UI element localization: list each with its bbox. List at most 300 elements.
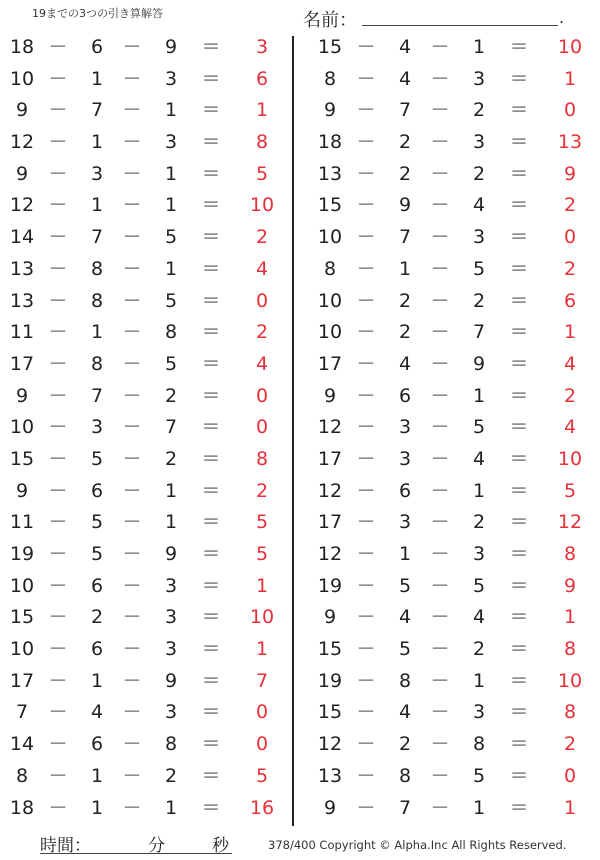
third-number: 5 [472, 574, 486, 597]
first-number: 9 [15, 384, 29, 407]
second-number: 2 [398, 321, 412, 344]
first-number: 8 [323, 67, 337, 90]
minus-sign: － [48, 257, 68, 280]
second-number: 7 [398, 99, 412, 122]
minus-sign: － [48, 479, 68, 502]
second-number: 4 [398, 606, 412, 629]
minus-sign: － [430, 257, 450, 280]
minus-sign: － [356, 574, 376, 597]
minus-sign: － [48, 352, 68, 375]
second-number: 5 [90, 543, 104, 565]
second-number: 4 [90, 701, 104, 724]
minus-sign: － [48, 289, 68, 312]
minus-sign: － [356, 162, 376, 185]
equals-sign: ＝ [509, 67, 529, 90]
minus-sign: － [122, 289, 142, 312]
second-number: 8 [398, 669, 412, 692]
third-number: 5 [164, 352, 178, 375]
first-number: 11 [9, 511, 35, 534]
answer: 4 [563, 416, 577, 439]
first-number: 15 [317, 638, 343, 661]
minus-sign: － [356, 289, 376, 312]
equals-sign: ＝ [509, 321, 529, 344]
first-number: 10 [9, 416, 35, 439]
first-number: 15 [317, 36, 343, 58]
second-number: 1 [90, 131, 104, 154]
answer: 1 [563, 606, 577, 629]
second-number: 7 [90, 384, 104, 407]
equals-sign: ＝ [509, 194, 529, 217]
second-number: 9 [398, 194, 412, 217]
minus-sign: － [430, 289, 450, 312]
answer: 10 [557, 447, 583, 470]
minus-sign: － [356, 638, 376, 661]
minus-sign: － [48, 543, 68, 565]
answer: 13 [557, 131, 583, 154]
name-field-line [362, 25, 558, 26]
minus-sign: － [430, 606, 450, 629]
equals-sign: ＝ [201, 194, 221, 217]
minus-sign: － [356, 543, 376, 565]
equals-sign: ＝ [201, 67, 221, 90]
second-number: 6 [90, 638, 104, 661]
second-number: 2 [398, 162, 412, 185]
answer: 4 [563, 352, 577, 375]
third-number: 1 [164, 257, 178, 280]
third-number: 5 [164, 289, 178, 312]
minus-sign: － [430, 796, 450, 819]
equals-sign: ＝ [201, 321, 221, 344]
equals-sign: ＝ [509, 606, 529, 629]
third-number: 1 [472, 384, 486, 407]
minus-sign: － [122, 226, 142, 249]
minus-sign: － [122, 384, 142, 407]
third-number: 4 [472, 194, 486, 217]
answer: 2 [563, 194, 577, 217]
equals-sign: ＝ [201, 796, 221, 819]
equals-sign: ＝ [509, 99, 529, 122]
minus-sign: － [48, 321, 68, 344]
answer: 9 [563, 162, 577, 185]
equals-sign: ＝ [201, 36, 221, 58]
first-number: 9 [15, 479, 29, 502]
second-number: 3 [90, 416, 104, 439]
equals-sign: ＝ [509, 289, 529, 312]
name-end-mark: . [559, 8, 565, 27]
second-number: 1 [90, 796, 104, 819]
name-label: 名前： [303, 10, 357, 31]
answer: 3 [255, 36, 269, 58]
second-number: 8 [90, 352, 104, 375]
minus-sign: － [430, 416, 450, 439]
second-number: 7 [398, 226, 412, 249]
minus-sign: － [430, 384, 450, 407]
equals-sign: ＝ [509, 669, 529, 692]
answer: 5 [255, 543, 269, 565]
first-number: 8 [323, 257, 337, 280]
minus-sign: － [122, 796, 142, 819]
second-number: 5 [90, 511, 104, 534]
second-number: 1 [90, 321, 104, 344]
third-number: 5 [164, 226, 178, 249]
answer: 1 [255, 574, 269, 597]
second-number: 1 [90, 194, 104, 217]
equals-sign: ＝ [509, 733, 529, 756]
second-number: 7 [90, 226, 104, 249]
first-number: 17 [317, 447, 343, 470]
third-number: 3 [472, 701, 486, 724]
second-number: 7 [90, 99, 104, 122]
second-number: 8 [90, 289, 104, 312]
first-number: 12 [317, 543, 343, 565]
minus-sign: － [48, 669, 68, 692]
first-number: 9 [323, 99, 337, 122]
second-number: 8 [398, 764, 412, 787]
minutes-label: 分 [148, 836, 165, 856]
answer: 10 [249, 606, 275, 629]
minus-sign: － [356, 701, 376, 724]
minus-sign: － [122, 67, 142, 90]
third-number: 8 [164, 733, 178, 756]
second-number: 2 [90, 606, 104, 629]
equals-sign: ＝ [509, 796, 529, 819]
answer: 0 [255, 416, 269, 439]
minus-sign: － [122, 511, 142, 534]
first-number: 13 [317, 764, 343, 787]
equals-sign: ＝ [201, 543, 221, 565]
minus-sign: － [48, 511, 68, 534]
answer: 2 [255, 479, 269, 502]
third-number: 1 [472, 669, 486, 692]
equals-sign: ＝ [509, 447, 529, 470]
third-number: 1 [164, 99, 178, 122]
third-number: 2 [164, 764, 178, 787]
third-number: 5 [472, 257, 486, 280]
first-number: 19 [317, 669, 343, 692]
minus-sign: － [356, 384, 376, 407]
answer: 1 [563, 321, 577, 344]
answer: 0 [255, 289, 269, 312]
equals-sign: ＝ [201, 352, 221, 375]
third-number: 1 [164, 479, 178, 502]
second-number: 4 [398, 701, 412, 724]
minus-sign: － [356, 194, 376, 217]
equals-sign: ＝ [509, 543, 529, 565]
answer: 6 [563, 289, 577, 312]
minus-sign: － [48, 194, 68, 217]
answer: 8 [563, 701, 577, 724]
first-number: 12 [317, 479, 343, 502]
equals-sign: ＝ [201, 131, 221, 154]
minus-sign: － [430, 669, 450, 692]
first-number: 19 [9, 543, 35, 565]
answer: 0 [255, 701, 269, 724]
third-number: 8 [472, 733, 486, 756]
equals-sign: ＝ [201, 384, 221, 407]
third-number: 3 [472, 67, 486, 90]
equals-sign: ＝ [201, 257, 221, 280]
second-number: 1 [90, 669, 104, 692]
answer: 1 [255, 99, 269, 122]
second-number: 3 [90, 162, 104, 185]
minus-sign: － [48, 796, 68, 819]
minus-sign: － [356, 36, 376, 58]
worksheet-title: 19までの3つの引き算解答 [32, 7, 163, 20]
third-number: 3 [164, 701, 178, 724]
answer: 6 [255, 67, 269, 90]
minus-sign: － [430, 162, 450, 185]
first-number: 18 [9, 36, 35, 58]
first-number: 10 [9, 574, 35, 597]
first-number: 12 [9, 131, 35, 154]
equals-sign: ＝ [509, 257, 529, 280]
answer: 1 [255, 638, 269, 661]
answer: 7 [255, 669, 269, 692]
third-number: 1 [472, 796, 486, 819]
first-number: 10 [317, 289, 343, 312]
second-number: 5 [398, 638, 412, 661]
minus-sign: － [48, 416, 68, 439]
answer: 2 [255, 321, 269, 344]
minus-sign: － [122, 606, 142, 629]
first-number: 12 [9, 194, 35, 217]
equals-sign: ＝ [509, 764, 529, 787]
first-number: 12 [317, 416, 343, 439]
second-number: 6 [398, 384, 412, 407]
second-number: 1 [90, 67, 104, 90]
first-number: 7 [15, 701, 29, 724]
first-number: 17 [9, 352, 35, 375]
third-number: 1 [164, 194, 178, 217]
answer: 5 [255, 162, 269, 185]
first-number: 8 [15, 764, 29, 787]
minus-sign: － [430, 226, 450, 249]
answer: 2 [563, 257, 577, 280]
equals-sign: ＝ [509, 384, 529, 407]
equals-sign: ＝ [509, 479, 529, 502]
minus-sign: － [48, 574, 68, 597]
second-number: 3 [398, 447, 412, 470]
third-number: 1 [472, 36, 486, 58]
minus-sign: － [430, 194, 450, 217]
answer: 8 [255, 447, 269, 470]
answer: 5 [255, 511, 269, 534]
minus-sign: － [48, 99, 68, 122]
minus-sign: － [356, 764, 376, 787]
minus-sign: － [356, 99, 376, 122]
third-number: 7 [164, 416, 178, 439]
first-number: 10 [317, 226, 343, 249]
minus-sign: － [122, 701, 142, 724]
minus-sign: － [356, 479, 376, 502]
minus-sign: － [430, 321, 450, 344]
minus-sign: － [122, 733, 142, 756]
minus-sign: － [356, 257, 376, 280]
answer: 0 [255, 384, 269, 407]
equals-sign: ＝ [201, 574, 221, 597]
answer: 10 [557, 669, 583, 692]
first-number: 13 [9, 289, 35, 312]
equals-sign: ＝ [201, 416, 221, 439]
third-number: 2 [472, 99, 486, 122]
third-number: 2 [472, 511, 486, 534]
minus-sign: － [122, 99, 142, 122]
minus-sign: － [48, 447, 68, 470]
second-number: 3 [398, 511, 412, 534]
minus-sign: － [430, 36, 450, 58]
second-number: 4 [398, 67, 412, 90]
minus-sign: － [48, 606, 68, 629]
first-number: 15 [9, 447, 35, 470]
third-number: 9 [164, 543, 178, 565]
equals-sign: ＝ [509, 36, 529, 58]
minus-sign: － [122, 416, 142, 439]
third-number: 5 [472, 764, 486, 787]
equals-sign: ＝ [201, 447, 221, 470]
third-number: 3 [164, 67, 178, 90]
minus-sign: － [122, 669, 142, 692]
second-number: 8 [90, 257, 104, 280]
second-number: 2 [398, 131, 412, 154]
minus-sign: － [356, 321, 376, 344]
third-number: 3 [164, 606, 178, 629]
second-number: 6 [90, 733, 104, 756]
second-number: 5 [398, 574, 412, 597]
minus-sign: － [48, 638, 68, 661]
third-number: 3 [472, 226, 486, 249]
minus-sign: － [356, 131, 376, 154]
equals-sign: ＝ [201, 638, 221, 661]
time-underline [40, 853, 232, 854]
answer: 2 [255, 226, 269, 249]
minus-sign: － [430, 131, 450, 154]
answer: 4 [255, 352, 269, 375]
first-number: 15 [317, 701, 343, 724]
minus-sign: － [122, 131, 142, 154]
second-number: 3 [398, 416, 412, 439]
answer: 8 [255, 131, 269, 154]
minus-sign: － [430, 543, 450, 565]
minus-sign: － [48, 701, 68, 724]
answer: 8 [563, 638, 577, 661]
minus-sign: － [48, 67, 68, 90]
minus-sign: － [122, 543, 142, 565]
seconds-label: 秒 [212, 836, 229, 856]
minus-sign: － [122, 194, 142, 217]
answer: 12 [557, 511, 583, 534]
minus-sign: － [430, 764, 450, 787]
second-number: 2 [398, 733, 412, 756]
third-number: 1 [164, 162, 178, 185]
second-number: 1 [398, 257, 412, 280]
first-number: 14 [9, 733, 35, 756]
minus-sign: － [356, 226, 376, 249]
first-number: 17 [317, 511, 343, 534]
minus-sign: － [356, 67, 376, 90]
minus-sign: － [356, 669, 376, 692]
first-number: 9 [15, 162, 29, 185]
first-number: 9 [15, 99, 29, 122]
second-number: 6 [90, 574, 104, 597]
third-number: 3 [164, 131, 178, 154]
answer: 0 [563, 226, 577, 249]
first-number: 9 [323, 606, 337, 629]
minus-sign: － [356, 733, 376, 756]
minus-sign: － [430, 447, 450, 470]
third-number: 5 [472, 416, 486, 439]
second-number: 6 [90, 479, 104, 502]
minus-sign: － [122, 638, 142, 661]
first-number: 12 [317, 733, 343, 756]
minus-sign: － [122, 764, 142, 787]
third-number: 2 [164, 384, 178, 407]
third-number: 3 [472, 131, 486, 154]
minus-sign: － [430, 701, 450, 724]
third-number: 3 [164, 574, 178, 597]
answer: 5 [255, 764, 269, 787]
first-number: 15 [9, 606, 35, 629]
minus-sign: － [122, 36, 142, 58]
second-number: 1 [398, 543, 412, 565]
second-number: 7 [398, 796, 412, 819]
first-number: 11 [9, 321, 35, 344]
first-number: 19 [317, 574, 343, 597]
first-number: 17 [317, 352, 343, 375]
answer: 0 [563, 764, 577, 787]
minus-sign: － [356, 606, 376, 629]
third-number: 4 [472, 447, 486, 470]
minus-sign: － [430, 67, 450, 90]
first-number: 14 [9, 226, 35, 249]
equals-sign: ＝ [201, 289, 221, 312]
answer: 0 [563, 99, 577, 122]
second-number: 1 [90, 764, 104, 787]
equals-sign: ＝ [201, 162, 221, 185]
second-number: 6 [398, 479, 412, 502]
equals-sign: ＝ [509, 638, 529, 661]
minus-sign: － [356, 352, 376, 375]
first-number: 10 [9, 67, 35, 90]
equals-sign: ＝ [201, 701, 221, 724]
third-number: 7 [472, 321, 486, 344]
third-number: 9 [164, 669, 178, 692]
third-number: 8 [164, 321, 178, 344]
third-number: 2 [472, 162, 486, 185]
equals-sign: ＝ [201, 226, 221, 249]
equals-sign: ＝ [509, 226, 529, 249]
third-number: 9 [164, 36, 178, 58]
minus-sign: － [48, 733, 68, 756]
minus-sign: － [122, 257, 142, 280]
equals-sign: ＝ [509, 701, 529, 724]
minus-sign: － [122, 479, 142, 502]
time-label: 時間： [40, 836, 91, 856]
minus-sign: － [48, 36, 68, 58]
minus-sign: － [48, 764, 68, 787]
equals-sign: ＝ [509, 162, 529, 185]
answer: 1 [563, 796, 577, 819]
equals-sign: ＝ [201, 479, 221, 502]
first-number: 10 [317, 321, 343, 344]
third-number: 1 [164, 511, 178, 534]
third-number: 4 [472, 606, 486, 629]
equals-sign: ＝ [201, 764, 221, 787]
second-number: 6 [90, 36, 104, 58]
equals-sign: ＝ [509, 416, 529, 439]
answer: 0 [255, 733, 269, 756]
third-number: 9 [472, 352, 486, 375]
minus-sign: － [430, 574, 450, 597]
